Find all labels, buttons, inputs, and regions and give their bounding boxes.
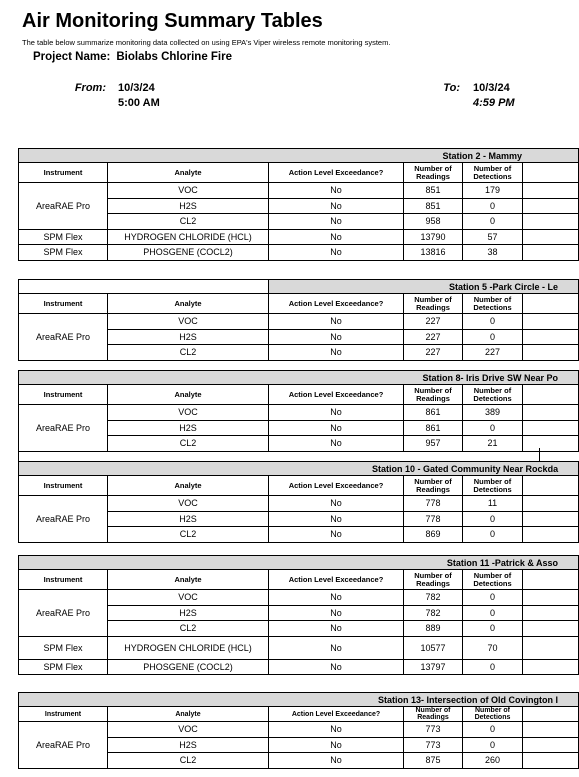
table-row <box>19 229 579 245</box>
exceedance-cell: No <box>269 737 404 753</box>
extra-cell <box>523 214 579 230</box>
station-name: Station 2 - Mammy <box>19 149 579 163</box>
extra-cell <box>523 722 579 738</box>
extra-cell <box>523 198 579 214</box>
col-exceedance: Action Level Exceedance? <box>269 385 404 405</box>
col-extra <box>523 163 579 183</box>
analyte-cell: VOC <box>108 405 269 421</box>
detections-cell: 0 <box>463 214 523 230</box>
exceedance-cell: No <box>269 621 404 637</box>
page-subtitle: The table below summarize monitoring data collected on using EPA's Viper wireless remote monitoring system. <box>22 38 391 47</box>
col-instrument: Instrument <box>19 476 108 496</box>
table-row <box>19 659 579 675</box>
analyte-cell: H2S <box>108 511 269 527</box>
col-exceedance: Action Level Exceedance? <box>269 294 404 314</box>
readings-cell: 957 <box>404 436 463 452</box>
readings-cell: 851 <box>404 183 463 199</box>
detections-cell: 0 <box>463 621 523 637</box>
detections-cell: 260 <box>463 753 523 769</box>
analyte-cell: CL2 <box>108 345 269 361</box>
col-readings: Number of Readings <box>404 476 463 496</box>
instrument-cell: AreaRAE Pro <box>19 405 108 452</box>
instrument-cell: AreaRAE Pro <box>19 496 108 543</box>
readings-cell: 782 <box>404 605 463 621</box>
col-detections: Number of Detections <box>463 570 523 590</box>
spacer-band <box>18 448 540 461</box>
table-row <box>19 636 579 659</box>
exceedance-cell: No <box>269 329 404 345</box>
readings-cell: 778 <box>404 496 463 512</box>
extra-cell <box>523 621 579 637</box>
exceedance-cell: No <box>269 314 404 330</box>
analyte-cell: H2S <box>108 198 269 214</box>
analyte-cell: HYDROGEN CHLORIDE (HCL) <box>108 229 269 245</box>
readings-cell: 227 <box>404 314 463 330</box>
readings-cell: 958 <box>404 214 463 230</box>
analyte-cell: VOC <box>108 496 269 512</box>
extra-cell <box>523 636 579 659</box>
col-instrument: Instrument <box>19 163 108 183</box>
extra-cell <box>523 753 579 769</box>
extra-cell <box>523 329 579 345</box>
station-name: Station 5 -Park Circle - Le <box>269 280 579 294</box>
exceedance-cell: No <box>269 511 404 527</box>
table-row <box>19 722 579 738</box>
col-readings: Number of Readings <box>404 163 463 183</box>
analyte-cell: PHOSGENE (COCL2) <box>108 245 269 261</box>
extra-cell <box>523 527 579 543</box>
project-name: Biolabs Chlorine Fire <box>116 51 233 63</box>
readings-cell: 773 <box>404 722 463 738</box>
exceedance-cell: No <box>269 496 404 512</box>
exceedance-cell: No <box>269 722 404 738</box>
extra-cell <box>523 659 579 675</box>
analyte-cell: H2S <box>108 329 269 345</box>
col-instrument: Instrument <box>19 294 108 314</box>
exceedance-cell: No <box>269 229 404 245</box>
readings-cell: 773 <box>404 737 463 753</box>
readings-cell: 10577 <box>404 636 463 659</box>
detections-cell: 179 <box>463 183 523 199</box>
exceedance-cell: No <box>269 527 404 543</box>
detections-cell: 11 <box>463 496 523 512</box>
extra-cell <box>523 405 579 421</box>
col-analyte: Analyte <box>108 476 269 496</box>
exceedance-cell: No <box>269 436 404 452</box>
readings-cell: 875 <box>404 753 463 769</box>
analyte-cell: VOC <box>108 183 269 199</box>
detections-cell: 21 <box>463 436 523 452</box>
analyte-cell: VOC <box>108 590 269 606</box>
to-time: 4:59 PM <box>473 97 515 109</box>
col-readings: Number of Readings <box>404 294 463 314</box>
col-extra <box>523 570 579 590</box>
col-detections: Number of Detections <box>463 163 523 183</box>
col-extra <box>523 385 579 405</box>
exceedance-cell: No <box>269 183 404 199</box>
col-readings: Number of Readings <box>404 385 463 405</box>
col-detections: Number of Detections <box>463 476 523 496</box>
col-exceedance: Action Level Exceedance? <box>269 570 404 590</box>
analyte-cell: H2S <box>108 420 269 436</box>
table-row <box>19 405 579 421</box>
col-detections: Number of Detections <box>463 707 523 722</box>
readings-cell: 782 <box>404 590 463 606</box>
analyte-cell: CL2 <box>108 527 269 543</box>
col-exceedance: Action Level Exceedance? <box>269 707 404 722</box>
table-row <box>19 183 579 199</box>
instrument-cell: AreaRAE Pro <box>19 722 108 769</box>
detections-cell: 227 <box>463 345 523 361</box>
readings-cell: 227 <box>404 329 463 345</box>
col-analyte: Analyte <box>108 294 269 314</box>
col-analyte: Analyte <box>108 570 269 590</box>
readings-cell: 851 <box>404 198 463 214</box>
analyte-cell: CL2 <box>108 753 269 769</box>
station-table <box>18 461 579 543</box>
exceedance-cell: No <box>269 214 404 230</box>
exceedance-cell: No <box>269 245 404 261</box>
extra-cell <box>523 511 579 527</box>
exceedance-cell: No <box>269 590 404 606</box>
col-instrument: Instrument <box>19 570 108 590</box>
station-table <box>18 370 579 452</box>
table-row <box>19 314 579 330</box>
analyte-cell: PHOSGENE (COCL2) <box>108 659 269 675</box>
station-table <box>18 279 579 361</box>
extra-cell <box>523 420 579 436</box>
from-label: From: <box>74 82 106 94</box>
exceedance-cell: No <box>269 636 404 659</box>
table-row <box>19 496 579 512</box>
readings-cell: 13790 <box>404 229 463 245</box>
col-analyte: Analyte <box>108 385 269 405</box>
col-instrument: Instrument <box>19 707 108 722</box>
readings-cell: 227 <box>404 345 463 361</box>
detections-cell: 0 <box>463 329 523 345</box>
col-instrument: Instrument <box>19 385 108 405</box>
station-name: Station 13- Intersection of Old Covington I <box>19 693 579 707</box>
readings-cell: 869 <box>404 527 463 543</box>
extra-cell <box>523 245 579 261</box>
extra-cell <box>523 314 579 330</box>
analyte-cell: VOC <box>108 314 269 330</box>
analyte-cell: CL2 <box>108 621 269 637</box>
col-analyte: Analyte <box>108 163 269 183</box>
detections-cell: 0 <box>463 590 523 606</box>
readings-cell: 889 <box>404 621 463 637</box>
instrument-cell: SPM Flex <box>19 659 108 675</box>
instrument-cell: SPM Flex <box>19 636 108 659</box>
readings-cell: 861 <box>404 420 463 436</box>
col-extra <box>523 294 579 314</box>
instrument-cell: SPM Flex <box>19 245 108 261</box>
detections-cell: 0 <box>463 511 523 527</box>
col-extra <box>523 476 579 496</box>
analyte-cell: H2S <box>108 737 269 753</box>
col-exceedance: Action Level Exceedance? <box>269 476 404 496</box>
table-row <box>19 245 579 261</box>
station-table <box>18 555 579 675</box>
col-readings: Number of Readings <box>404 707 463 722</box>
exceedance-cell: No <box>269 420 404 436</box>
col-analyte: Analyte <box>108 707 269 722</box>
station-name: Station 10 - Gated Community Near Rockda <box>19 462 579 476</box>
station-name: Station 11 -Patrick & Asso <box>19 556 579 570</box>
to-date: 10/3/24 <box>473 82 510 94</box>
exceedance-cell: No <box>269 753 404 769</box>
instrument-cell: AreaRAE Pro <box>19 590 108 637</box>
detections-cell: 0 <box>463 722 523 738</box>
col-exceedance: Action Level Exceedance? <box>269 163 404 183</box>
extra-cell <box>523 605 579 621</box>
exceedance-cell: No <box>269 405 404 421</box>
detections-cell: 0 <box>463 527 523 543</box>
col-detections: Number of Detections <box>463 385 523 405</box>
col-detections: Number of Detections <box>463 294 523 314</box>
exceedance-cell: No <box>269 198 404 214</box>
exceedance-cell: No <box>269 345 404 361</box>
to-label: To: <box>443 82 460 94</box>
extra-cell <box>523 590 579 606</box>
instrument-cell: SPM Flex <box>19 229 108 245</box>
detections-cell: 0 <box>463 605 523 621</box>
analyte-cell: CL2 <box>108 214 269 230</box>
detections-cell: 0 <box>463 420 523 436</box>
col-readings: Number of Readings <box>404 570 463 590</box>
extra-cell <box>523 229 579 245</box>
analyte-cell: H2S <box>108 605 269 621</box>
detections-cell: 0 <box>463 737 523 753</box>
from-time: 5:00 AM <box>118 97 160 109</box>
analyte-cell: CL2 <box>108 436 269 452</box>
project-label: Project Name: <box>33 51 111 63</box>
station-header-blank <box>19 280 269 294</box>
instrument-cell: AreaRAE Pro <box>19 183 108 230</box>
station-name: Station 8- Iris Drive SW Near Po <box>19 371 579 385</box>
detections-cell: 389 <box>463 405 523 421</box>
exceedance-cell: No <box>269 605 404 621</box>
readings-cell: 861 <box>404 405 463 421</box>
from-date: 10/3/24 <box>118 82 155 94</box>
instrument-cell: AreaRAE Pro <box>19 314 108 361</box>
extra-cell <box>523 737 579 753</box>
station-table <box>18 148 579 261</box>
project-line <box>33 51 232 63</box>
detections-cell: 0 <box>463 659 523 675</box>
readings-cell: 778 <box>404 511 463 527</box>
analyte-cell: VOC <box>108 722 269 738</box>
page-title: Air Monitoring Summary Tables <box>22 10 323 32</box>
readings-cell: 13816 <box>404 245 463 261</box>
extra-cell <box>523 183 579 199</box>
detections-cell: 70 <box>463 636 523 659</box>
analyte-cell: HYDROGEN CHLORIDE (HCL) <box>108 636 269 659</box>
detections-cell: 0 <box>463 314 523 330</box>
readings-cell: 13797 <box>404 659 463 675</box>
exceedance-cell: No <box>269 659 404 675</box>
detections-cell: 0 <box>463 198 523 214</box>
detections-cell: 38 <box>463 245 523 261</box>
col-extra <box>523 707 579 722</box>
station-table <box>18 692 579 769</box>
table-row <box>19 590 579 606</box>
extra-cell <box>523 345 579 361</box>
extra-cell <box>523 496 579 512</box>
detections-cell: 57 <box>463 229 523 245</box>
